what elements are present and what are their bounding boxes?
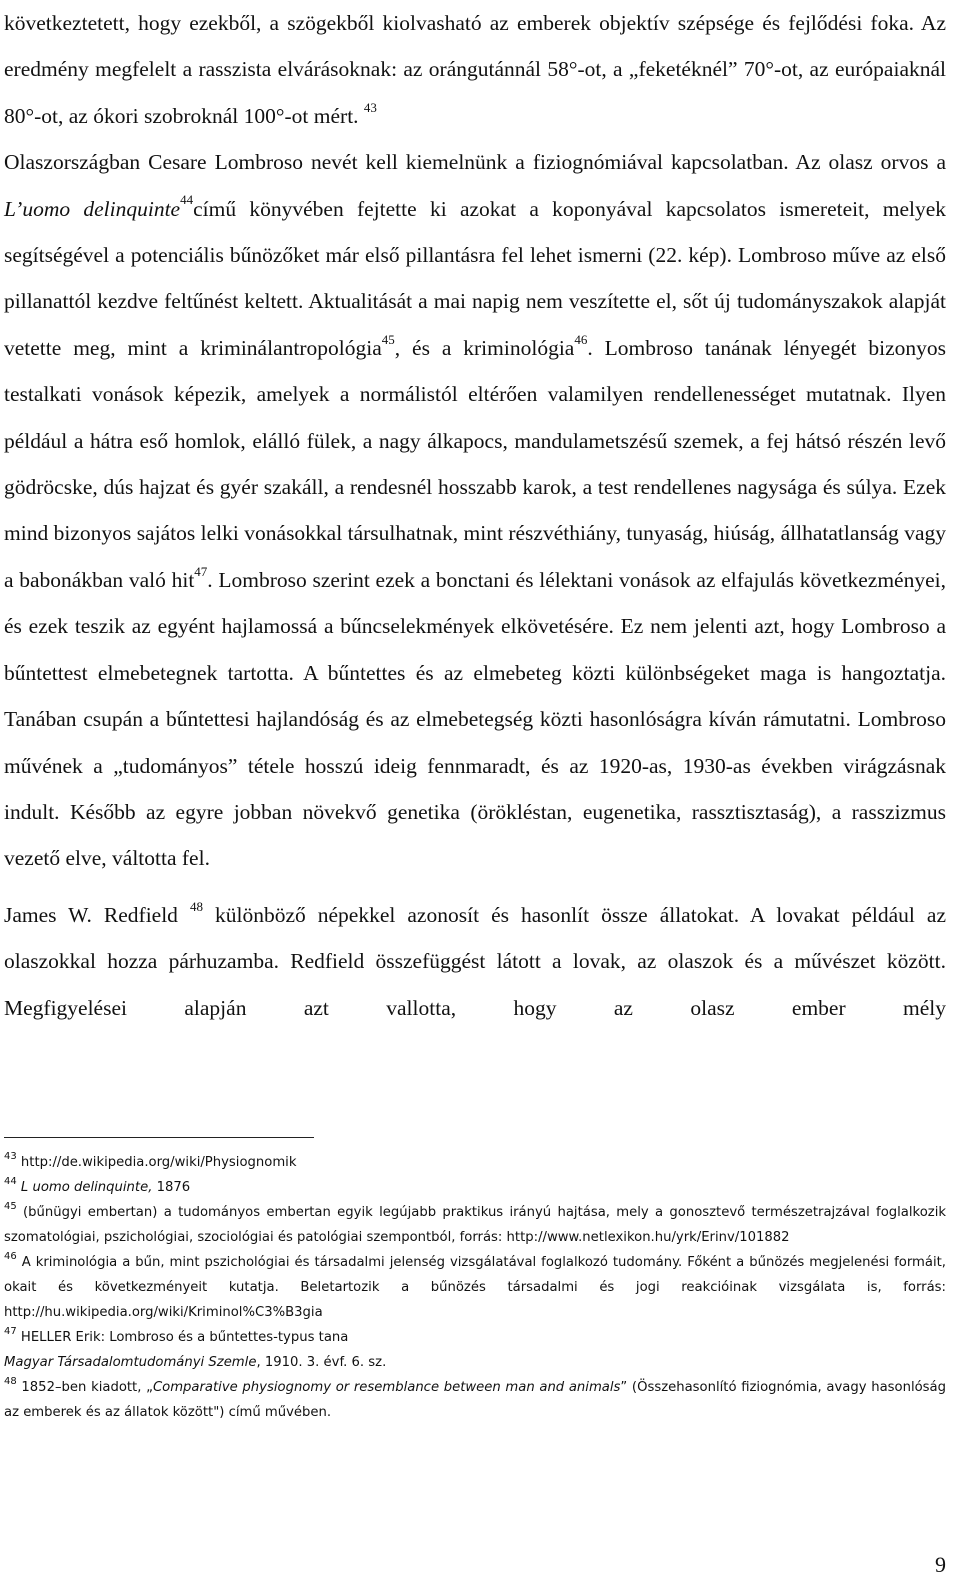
- footnote-43-number: 43: [4, 1150, 17, 1162]
- footnote-44-number: 44: [4, 1175, 17, 1187]
- footnote-47-issue: , 1910. 3. évf. 6. sz.: [256, 1355, 387, 1370]
- footnote-43: [4, 1150, 946, 1175]
- footnote-45-number: 45: [4, 1200, 17, 1212]
- paragraph-2-text-e: . Lombroso szerint ezek a bonctani és lélektani vonások az elfajulás következményei, és ezek teszik az egyént hajlamossá a bűncselekmények elkövetésére. Ez nem jelenti azt, hogy Lombroso a bűntettest elmebetegnek tartotta. A bűntettes és az elmebeteg közti különbségeket maga is hangoztatja. Tanában csupán a bűntettesi hajlandóság és az elmebetegség közti hasonlóságra kíván rámutatni. Lombroso művének a „tudományos” tétele hosszú ideig fennmaradt, és az 1920-as, 1930-as években virágzásnak indult. Később az egyre jobban növekvő genetika (örökléstan, eugenetika, rassztisztaság), a rasszizmus vezető elve, váltotta fel.: [4, 567, 946, 871]
- paragraph-2-text-c: , és a kriminológia: [394, 335, 575, 360]
- paragraph-3-text-a: James W. Redfield: [4, 902, 190, 927]
- footnote-47-text: HELLER Erik: Lombroso és a bűntettes-typus tana: [16, 1330, 349, 1345]
- footnote-46-text: A kriminológia a bűn, mint pszichológiai és társadalmi jelenség vizsgálatával foglalkozó tudomány. Főként a bűnözés megjelenési formáit, okait és következményeit kutatja. Beletartozik a bűnözés társadalmi és jogi reakcióinak vizsgálata is, forrás: http://hu.wikipedia.org/wiki/Kriminol%C3%B3gia: [4, 1255, 946, 1320]
- footnote-48-title: Comparative physiognomy or resemblance between man and animals: [152, 1380, 621, 1395]
- footnote-48: [4, 1375, 946, 1425]
- footnote-45-text: (bűnügyi embertan) a tudományos embertan egyik legújabb praktikus irányú hajtása, mely a gonosztevő természetrajzával foglalkozik szomatológiai, pszichológiai, szociológiai és patológiai szempontból, forrás: http://www.netlexikon.hu/yrk/Erinv/101882: [4, 1205, 946, 1245]
- page-number: 9: [935, 1552, 946, 1577]
- footnote-47-journal: Magyar Társadalomtudományi Szemle: [4, 1355, 257, 1370]
- footnote-ref-43[interactable]: 43: [363, 99, 377, 115]
- footnote-44: [4, 1175, 946, 1200]
- footnote-ref-44[interactable]: 44: [180, 192, 194, 208]
- paragraph-2-text-a: Olaszországban Cesare Lombroso nevét kell kiemelnünk a fiziognómiával kapcsolatban. Az olasz orvos a: [4, 150, 946, 175]
- footnote-48-number: 48: [4, 1375, 17, 1387]
- paragraph-2-text-b: című könyvében fejtette ki azokat a koponyával kapcsolatos ismereteit, melyek segítségével a potenciális bűnözőket már első pillantásra fel lehet ismerni (22. kép). Lombroso műve az első pillanattól kezdve feltűnést keltett. Aktualitását a mai napig nem veszítette el, sőt új tudományszakok alapját vetette meg, mint a kriminálantropológia: [4, 196, 947, 360]
- footnote-ref-46[interactable]: 46: [574, 331, 588, 347]
- footnote-ref-47[interactable]: 47: [194, 563, 208, 579]
- book-title: L’uomo delinquinte: [4, 196, 181, 221]
- paragraph-3: [4, 892, 946, 1031]
- paragraph-2-text-d: . Lombroso tanának lényegét bizonyos testalkati vonások képezik, amelyek a normálistól eltérően valamilyen rendellenességet mutatnak. Ilyen például a hátra eső homlok, elálló fülek, a nagy álkapocs, mandulametszésű szemek, a fej hátsó részén levő gödröcske, dús hajzat és gyér szakáll, a rendesnél hosszabb karok, a test rendellenes nagysága és súlya. Ezek mind bizonyos sajátos lelki vonásokkal társulhatnak, mint részvéthiány, tunyaság, hiúság, állhatatlanság vagy a babonákban való hit: [4, 335, 946, 592]
- footnote-43-text[interactable]: http://de.wikipedia.org/wiki/Physiognomik: [16, 1155, 297, 1170]
- footnote-45: [4, 1200, 946, 1250]
- footnote-48-text-b: ” (Összehasonlító fiziognómia, avagy hasonlóság az emberek és az állatok között") című művében.: [4, 1380, 947, 1420]
- paragraph-2: [4, 139, 946, 882]
- footnote-ref-45[interactable]: 45: [381, 331, 395, 347]
- footnote-46: [4, 1250, 946, 1325]
- footnotes: [4, 1150, 946, 1425]
- footnote-46-number: 46: [4, 1250, 17, 1262]
- body-text: [4, 0, 946, 1031]
- footnote-47: [4, 1325, 946, 1375]
- footnote-ref-48[interactable]: 48: [189, 898, 203, 914]
- footnote-44-text: 1876: [152, 1180, 191, 1195]
- footnote-separator: [4, 1137, 314, 1138]
- footnote-47-number: 47: [4, 1325, 17, 1337]
- paragraph-3-text-b: különböző népekkel azonosít és hasonlít össze állatokat. A lovakat például az olaszokkal hozza párhuzamba. Redfield összefüggést látott a lovak, az olaszok és a művészet között. Megfigyelései alapján azt vallotta, hogy az olasz ember mély: [4, 902, 946, 1020]
- footnote-48-text-a: 1852–ben kiadott, „: [16, 1380, 153, 1395]
- paragraph-1: [4, 0, 946, 139]
- paragraph-1-text: következtetett, hogy ezekből, a szögekből kiolvasható az emberek objektív szépsége és fejlődési foka. Az eredmény megfelelt a rasszista elvárásoknak: az orángutánnál 58°-ot, a „feketéknél” 70°-ot, az európaiaknál 80°-ot, az ókori szobroknál 100°-ot mért.: [4, 11, 946, 128]
- footnote-44-title: L uomo delinquinte,: [16, 1180, 153, 1195]
